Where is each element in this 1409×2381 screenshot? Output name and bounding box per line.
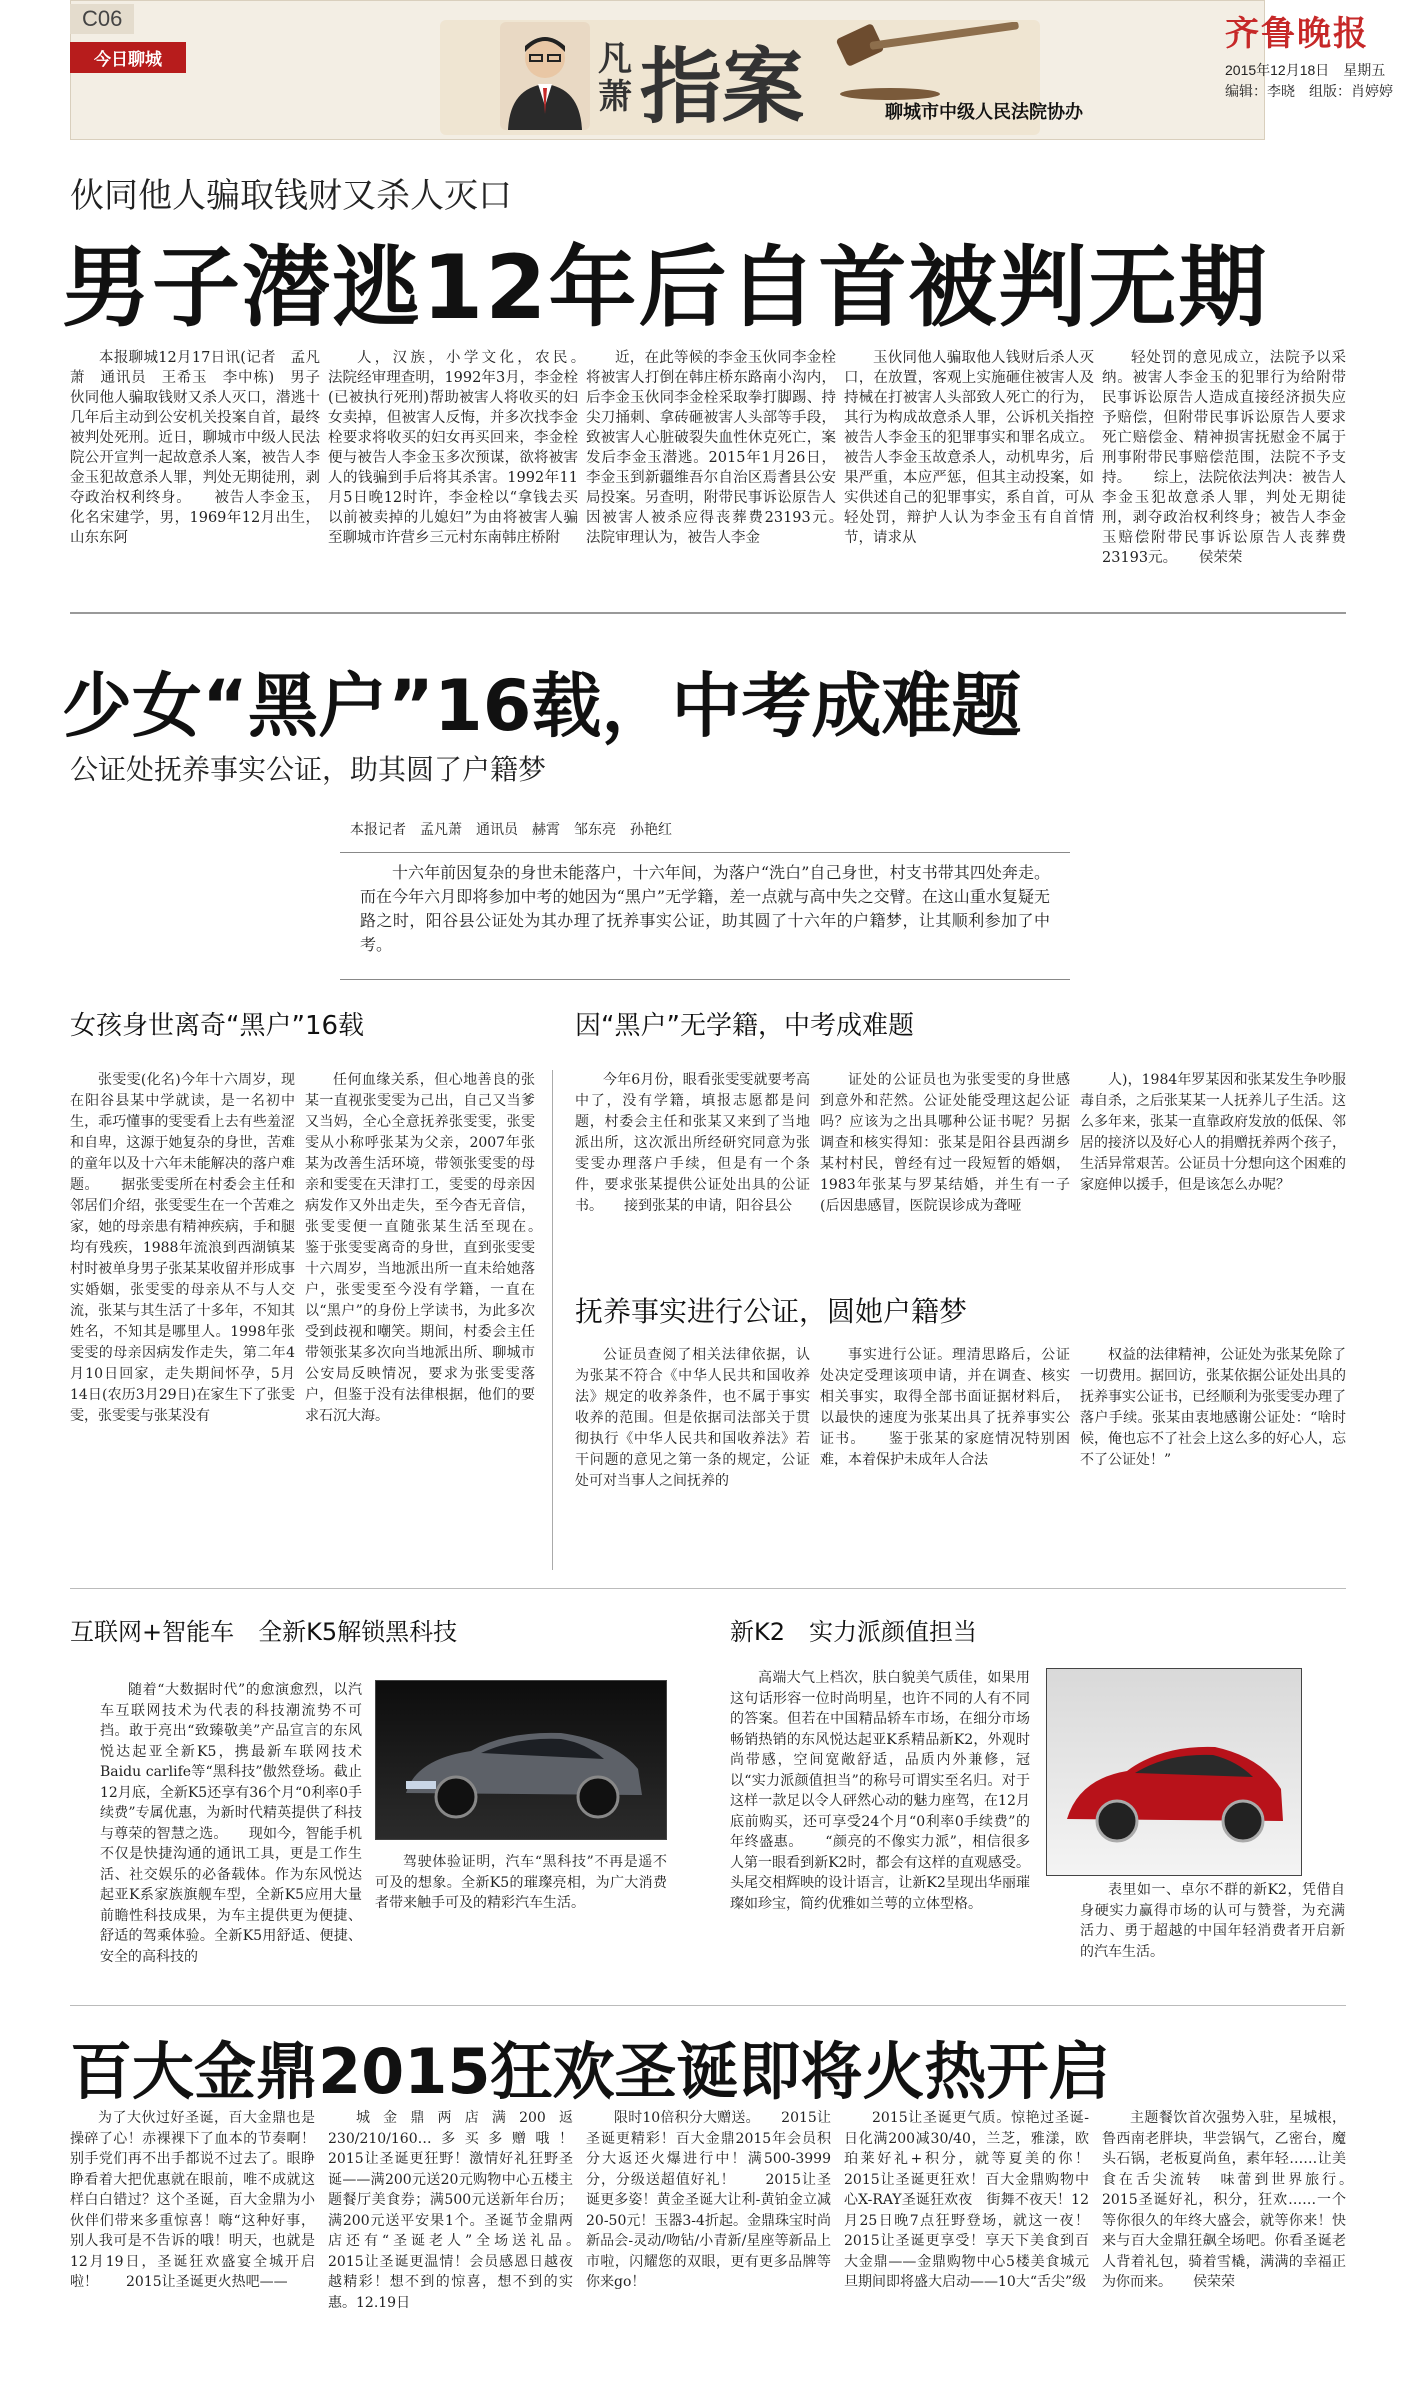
ad-k5-body-2: 驾驶体验证明，汽车“黑科技”不再是遥不可及的想象。全新K5的璀璨亮相，为广大消费者带来触手可及的精彩汽车生活。 [375,1854,667,1911]
column-divider [552,1070,553,1570]
column-title: 指案 [640,39,805,135]
story1-col-1-text: 本报聊城12月17日讯(记者 孟凡萧 通讯员 王希玉 李中栋) 男子伙同他人骗取钱财又杀人灭口，潜逃十几年后主动到公安机关投案自首，最终被判处死刑。近日，聊城市中级人民法院公开宣判一起故意杀人案，被告人李金玉犯故意杀人罪，判处无期徒刑，剥夺政治权利终身。 被告人李金玉，化名宋建学，男，1969年12月出生，山东东阿 [70,350,320,546]
divider [70,1588,1346,1589]
story2-col-2 [305,1070,535,1570]
ad-k5-headline: 互联网+智能车 全新K5解锁黑科技 [70,1618,458,1646]
story2-section-1: 女孩身世离奇“黑户”16载 [70,1011,365,1041]
divider [70,2005,1346,2006]
story3-col-1-text: 为了大伙过好圣诞，百大金鼎也是操碎了心！赤裸裸下了血本的节奏啊！别手党们再不出手都说不过去了。眼睁睁看着大把优惠就在眼前，唯不成就这样白白错过？这个圣诞，百大金鼎为小伙伴们带来多重惊喜！嗨“这种好事，别人我可是不告诉的哦！明天，也就是12月19日，圣诞狂欢盛宴全城开启啦！ 2015让圣诞更火热吧—— [70,2110,315,2290]
story3-col-4-text: 2015让圣诞更气质。惊艳过圣诞-日化满200减30/40，兰芝，雅漾，欧珀莱好礼+积分，就等夏美的你！ 2015让圣诞更狂欢！百大金鼎购物中心X-RAY圣诞狂欢夜 街舞不夜天！12月25日晚7点狂野登场，就这一夜！ 2015让圣诞更享受！享天下美食到百大金鼎——金鼎购物中心5楼美食城元旦期间即将盛大启动——10大“舌尖”级 [844,2110,1089,2290]
ad-k5-text [100,1680,362,1980]
collab-court: 聊城市中级人民法院协办 [885,102,1083,123]
story1-col-1 [70,348,320,598]
reporter-avatar [500,22,590,130]
story3-title: 百大金鼎2015狂欢圣诞即将火热开启 [70,2035,1111,2108]
newspaper-logo: 齐鲁晚报 [1225,14,1369,54]
story1-title: 男子潜逃12年后自首被判无期 [62,236,1269,339]
story2-lead [360,861,1050,971]
ad-k5-body: 随着“大数据时代”的愈演愈烈，以汽车互联网技术为代表的科技潮流势不可挡。敢于亮出“致臻敬美”产品宣言的东风悦达起亚全新K5，携最新车联网技术Baidu carlife等“黑科技”傲然登场。截止12月底，全新K5还享有36个月“0利率0手续费”专属优惠，为新时代精英提供了科技与尊荣的智慧之选。 现如今，智能手机不仅是快捷沟通的通讯工具，更是工作生活、社交娱乐的必备载体。作为东风悦达起亚K系家族旗舰车型，全新K5应用大量前瞻性科技成果，为车主提供更为便捷、舒适的驾乘体验。全新K5用舒适、便捷、安全的高科技的 [100,1682,362,1965]
column-prefix: 凡萧 [598,39,632,117]
story1-col-4 [844,348,1094,598]
story2-col-8 [1080,1345,1346,1570]
ad-k2-caption [1080,1880,1345,1990]
story2-subtitle: 公证处抚养事实公证，助其圆了户籍梦 [70,753,547,786]
story1-kicker: 伙同他人骗取钱财又杀人灭口 [70,176,512,216]
story3-col-4 [844,2108,1089,2378]
story3-col-2-text: 城金鼎两店满200返230/210/160…多买多赠哦！ 2015让圣诞更狂野！激情好礼狂野圣诞——满200元送20元购物中心五楼主题餐厅美食券；满500元送新年台历；满200元送平安果1个。圣诞节金鼎两店还有“圣诞老人”全场送礼品。 2015让圣诞更温情！会员感恩日越夜越精彩！想不到的惊喜，想不到的实惠。12.19日 [328,2110,573,2311]
dateline [1225,60,1393,102]
story2-col-2-text: 任何血缘关系，但心地善良的张某一直视张雯雯为己出，自己又当爹又当妈，全心全意抚养张雯雯，张雯雯从小称呼张某为父亲，2007年张某为改善生活环境，带领张雯雯的母亲和雯雯在天津打工，雯雯的母亲因病发作又外出走失，至今杳无音信，张雯雯便一直随张某生活至现在。 鉴于张雯雯离奇的身世，直到张雯雯十六周岁，当地派出所一直未给她落户，张雯雯至今没有学籍，一直在以“黑户”的身份上学读书，为此多次受到歧视和嘲笑。期间，村委会主任带领张某多次向当地派出所、聊城市公安局反映情况，要求为张雯雯落户，但鉴于没有法律根据，他们的要求石沉大海。 [305,1072,535,1424]
story2-lead-text: 十六年前因复杂的身世未能落户，十六年间，为落户“洗白”自己身世，村支书带其四处奔走。而在今年六月即将参加中考的她因为“黑户”无学籍，差一点就与高中失之交臂。在这山重水复疑无路之时，阳谷县公证处为其办理了抚养事实公证，助其圆了十六年的户籍梦，让其顺利参加了中考。 [360,863,1050,954]
ad-k2-body: 高端大气上档次，肤白貌美气质佳，如果用这句话形容一位时尚明星，也许不同的人有不同的答案。但若在中国精品轿车市场，在细分市场畅销热销的东风悦达起亚K系精品新K2，外观时尚带感，空间宽敞舒适，品质内外兼修，冠以“实力派颜值担当”的称号可谓实至名归。对于这样一款足以令人砰然心动的魅力座驾，在12月底前购买，还可享受24个月“0利率0手续费”的年终盛惠。 “颜亮的不像实力派”，相信很多人第一眼看到新K2时，都会有这样的直观感受。头尾交相辉映的设计语言，让新K2呈现出华丽璀璨如珍宝，简约优雅如兰萼的立体型格。 [730,1670,1030,1912]
story2-col-4-text: 证处的公证员也为张雯雯的身世感到意外和茫然。公证处能受理这起公证吗？应该为之出具哪种公证书呢？另据调查和核实得知：张某是阳谷县西湖乡某村村民，曾经有过一段短暂的婚姻，1983年张某与罗某结婚，并生有一子(后因患感冒，医院误诊成为聋哑 [820,1072,1070,1214]
story2-col-6 [575,1345,810,1570]
editor-credit: 编辑：李晓 组版：肖婷婷 [1225,83,1393,99]
story2-section-2: 因“黑户”无学籍，中考成难题 [575,1011,914,1041]
story2-col-4 [820,1070,1070,1295]
story2-byline: 本报记者 孟凡萧 通讯员 赫霄 邹东亮 孙艳红 [350,822,672,838]
story3-col-3 [586,2108,831,2378]
story1-col-2 [328,348,578,598]
issue-date: 2015年12月18日 星期五 [1225,62,1386,78]
story2-section-3: 抚养事实进行公证，圆她户籍梦 [575,1295,968,1328]
story3-col-5 [1102,2108,1346,2378]
story3-col-5-text: 主题餐饮首次强势入驻，星城根，鲁西南老胖块，芈尝锅气，乙密台，魔头石锅，老板夏尚鱼，素年轻……让美食在舌尖流转 味蕾到世界旅行。 2015圣诞好礼，积分，狂欢……一个等你很久的年终大盛会，就等你来！快来与百大金鼎狂飙全场吧。你看圣诞老人背着礼包，骑着雪橇，满满的幸福正为你而来。 侯荣荣 [1102,2110,1346,2290]
k5-car-photo [375,1680,667,1840]
story2-col-1 [70,1070,295,1570]
section-label: 今日聊城 [70,42,186,73]
ad-k2-headline: 新K2 实力派颜值担当 [730,1618,978,1646]
story3-col-2 [328,2108,573,2378]
story2-title: 少女“黑户”16载，中考成难题 [62,665,1022,747]
story2-col-7-text: 事实进行公证。理清思路后，公证处决定受理该项申请，并在调查、核实相关事实，取得全部书面证据材料后，以最快的速度为张某出具了抚养事实公证书。 鉴于张某的家庭情况特别困难，本着保护未成年人合法 [820,1347,1070,1468]
story2-col-5-text: 人)，1984年罗某因和张某发生争吵服毒自杀，之后张某某一人抚养儿子生活。这么多年来，张某一直靠政府发放的低保、邻居的接济以及好心人的捐赠抚养两个孩子，生活异常艰苦。公证员十分想向这个困难的家庭伸以援手，但是该怎么办呢？ [1080,1072,1346,1193]
story2-col-1-text: 张雯雯(化名)今年十六周岁，现在阳谷县某中学就读，是一名初中生，乖巧懂事的雯雯看上去有些羞涩和自卑，这源于她复杂的身世，苦难的童年以及十六年未能解决的落户难题。 据张雯雯所在村委会主任和邻居们介绍，张雯雯生在一个苦难之家，她的母亲患有精神疾病，手和腿均有残疾，1988年流浪到西湖镇某村时被单身男子张某某收留并形成事实婚姻，张雯雯的母亲从不与人交流，张某与其生活了十多年，不知其姓名，不知其是哪里人。1998年张雯雯的母亲因病发作走失，第二年4月10日回家，走失期间怀孕，5月14日(农历3月29日)在家生下了张雯雯，张雯雯与张某没有 [70,1072,295,1424]
story1-col-2-text: 人，汉族，小学文化，农民。 法院经审理查明，1992年3月，李金栓(已被执行死刑)帮助被害人将收买的妇女卖掉，但被害人反悔，并多次找李金栓要求将收买的妇女再买回来，李金栓便与被告人李金玉多次预谋，欲将被害人的钱骗到手后将其杀害。1992年11月5日晚12时许，李金栓以“拿钱去买以前被卖掉的儿媳妇”为由将被害人骗至聊城市许营乡三元村东南韩庄桥附 [328,350,578,546]
ad-k2-text [730,1668,1030,1998]
ad-k5-text-2 [375,1852,667,1982]
k2-car-photo [1046,1668,1302,1876]
story2-col-5 [1080,1070,1346,1295]
story2-col-3 [575,1070,810,1295]
story3-col-1 [70,2108,315,2378]
story2-col-3-text: 今年6月份，眼看张雯雯就要考高中了，没有学籍，填报志愿都是问题，村委会主任和张某又来到了当地派出所，这次派出所经研究同意为张雯雯办理落户手续，但是有一个条件，要求张某提供公证处出具的公证书。 接到张某的申请，阳谷县公 [575,1072,810,1214]
story1-col-5 [1102,348,1346,598]
divider [70,612,1346,614]
story1-col-3 [586,348,836,598]
ad-k2-caption-text: 表里如一、卓尔不群的新K2，凭借自身硬实力赢得市场的认可与赞誉，为充满活力、勇于超越的中国年轻消费者开启新的汽车生活。 [1080,1882,1345,1960]
story1-col-4-text: 玉伙同他人骗取他人钱财后杀人灭口，在放置，客观上实施砸住被害人及持械在打被害人头部致人死亡的行为，其行为构成故意杀人罪，公诉机关指控被告人李金玉的犯罪事实和罪名成立。被告人李金玉故意杀人，动机卑劣，后果严重，本应严惩，但其主动投案，如实供述自己的犯罪事实，系自首，可从轻处罚，辩护人认为李金玉有自首情节，请求从 [844,350,1094,546]
story2-lead-box [340,852,1070,980]
story2-col-7 [820,1345,1070,1570]
story2-col-8-text: 权益的法律精神，公证处为张某免除了一切费用。据回访，张某依据公证处出具的抚养事实公证书，已经顺利为张雯雯办理了落户手续。张某由衷地感谢公证处：“啥时候，俺也忘不了社会上这么多的好心人，忘不了公证处！” [1080,1347,1346,1468]
story2-col-6-text: 公证员查阅了相关法律依据，认为张某不符合《中华人民共和国收养法》规定的收养条件，也不属于事实收养的范围。但是依据司法部关于贯彻执行《中华人民共和国收养法》若干问题的意见之第一条的规定，公证处可对当事人之间抚养的 [575,1347,810,1489]
story3-col-3-text: 限时10倍积分大赠送。 2015让圣诞更精彩！百大金鼎2015年会员积分大返还火爆进行中！满500-3999分，分级送超值好礼！ 2015让圣诞更多姿！黄金圣诞大让利-黄铂金立减20-50元！玉器3-4折起。金鼎珠宝时尚新品会-灵动/吻钻/小青新/星座等新品上市啦，闪耀您的双眼，更有更多品牌等你来go！ [586,2110,831,2290]
story1-col-5-text: 轻处罚的意见成立，法院予以采纳。被害人李金玉的犯罪行为给附带民事诉讼原告人造成直接经济损失应予赔偿，但附带民事诉讼原告人要求死亡赔偿金、精神损害抚慰金不属于刑事附带民事赔偿范围，法院不予支持。 综上，法院依法判决：被告人李金玉犯故意杀人罪，判处无期徒刑，剥夺政治权利终身；被告人李金玉赔偿附带民事诉讼原告人丧葬费23193元。 侯荣荣 [1102,350,1346,566]
story1-col-3-text: 近，在此等候的李金玉伙同李金栓将被害人打倒在韩庄桥东路南小沟内，后李金玉伙同李金栓采取拳打脚踢、持尖刀捅刺、拿砖砸被害人头部等手段，致被害人心脏破裂失血性休克死亡，案发后李金玉潜逃。2015年1月26日，李金玉到新疆维吾尔自治区焉耆县公安局投案。另查明，附带民事诉讼原告人因被害人被杀应得丧葬费23193元。 法院审理认为，被告人李金 [586,350,836,546]
page-number: C06 [70,4,134,34]
gavel-icon [820,22,1040,106]
